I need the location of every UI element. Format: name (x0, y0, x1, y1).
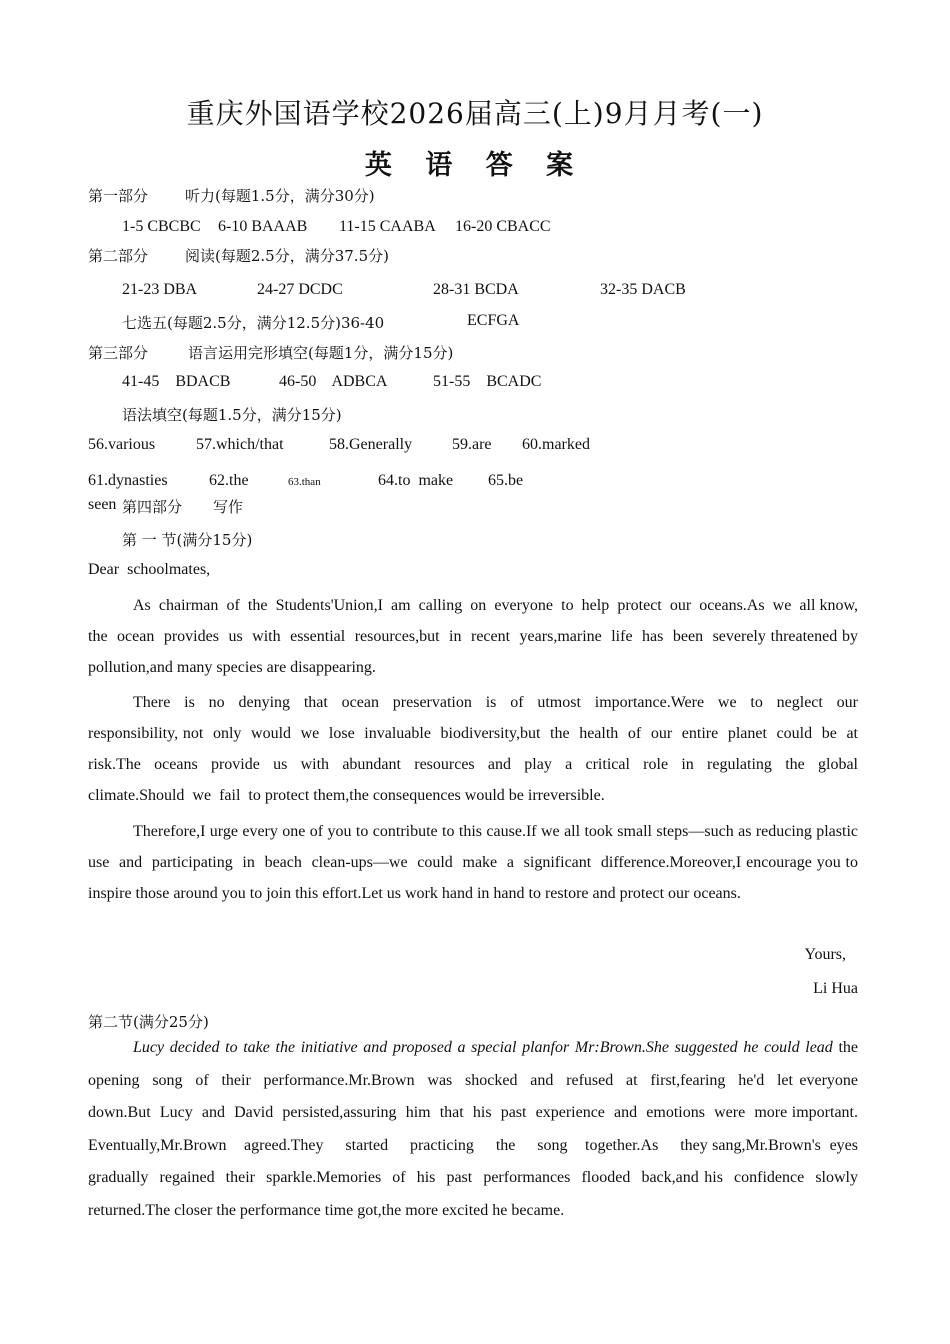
grammar-answer-63: 63.than (288, 476, 321, 488)
letter-paragraph-1: As chairman of the Students'Union,I am calling on everyone to help protect our oceans.As we all know, the ocean provides us with essential resources,but in recent years,marine life has been severely threatened by pollution,and many species are disappearing. (88, 597, 866, 676)
continuation-text: the opening song of their performance.Mr.Brown was shocked and refused at first,fearing he'd let everyone down.But Lucy and David persisted,assuring him that his past experience and emotions were more important. Eventually,Mr.Brown agreed.They started practicing the song together.As they sang,Mr.Brown's eyes gradually regained their sparkle.Memories of his past performances flooded back,and his confidence slowly returned.The closer the performance time got,the more excited he became. (88, 1039, 867, 1219)
letter-greeting: Dear schoolmates, (88, 561, 211, 578)
part3-heading: 第三部分 (88, 344, 149, 362)
document-title: 重庆外国语学校2026届高三(上)9月月考(一) (186, 97, 764, 130)
part2-answer-2: 24-27 DCDC (257, 281, 343, 298)
grammar-answer-60: 60.marked (522, 436, 590, 453)
part1-answer-2: 6-10 BAAAB (218, 218, 308, 235)
continuation-italic-lead: Lucy decided to take the initiative and proposed a special planfor Mr:Brown.She suggested he could lead (133, 1039, 833, 1056)
grammar-answer-65: 65.be (488, 472, 524, 489)
part3-desc: 语言运用完形填空(每题1分，满分15分) (188, 344, 454, 362)
grammar-answer-62: 62.the (209, 472, 249, 489)
grammar-answer-58: 58.Generally (329, 436, 413, 453)
seven-five-answer: ECFGA (467, 312, 520, 329)
grammar-desc: 语法填空(每题1.5分，满分15分) (122, 406, 342, 424)
letter-paragraph-2: There is no denying that ocean preservation is of utmost importance.Were we to neglect our responsibility, not only would we lose invaluable biodiversity,but the health of our entire planet could be at risk.The oceans provide us with abundant resources and play a critical role in regulating the global climate.Should we fail to protect them,the consequences would be irreversible. (88, 694, 862, 804)
part2-heading: 第二部分 (88, 247, 149, 265)
letter-paragraph-3: Therefore,I urge every one of you to contribute to this cause.If we all took small steps—such as reducing plastic use and participating in beach clean-ups—we could make a significant difference.Moreover,I encourage you to inspire those around you to join this effort.Let us work hand in hand to restore and protect our oceans. (88, 823, 866, 902)
seven-five-desc: 七选五(每题2.5分，满分12.5分)36-40 (122, 314, 385, 332)
grammar-answer-64: 64.to make (378, 472, 454, 489)
cloze-answer-3: 51-55 BCADC (433, 373, 542, 390)
grammar-answer-65-tail: seen (88, 496, 117, 513)
part2-answer-3: 28-31 BCDA (433, 281, 519, 298)
section2-heading: 第二节(满分25分) (88, 1013, 209, 1031)
part1-answer-3: 11-15 CAABA (339, 218, 436, 235)
continuation-paragraph (88, 1032, 867, 1227)
part4-desc: 写作 (213, 498, 244, 516)
grammar-answer-59: 59.are (452, 436, 492, 453)
section1-heading: 第 一 节(满分15分) (122, 531, 253, 549)
document-subtitle: 英 语 答 案 (364, 150, 586, 181)
part1-answer-4: 16-20 CBACC (455, 218, 551, 235)
cloze-answer-1: 41-45 BDACB (122, 373, 231, 390)
part1-desc: 听力(每题1.5分，满分30分) (185, 187, 375, 205)
grammar-answer-56: 56.various (88, 436, 156, 453)
grammar-answer-57: 57.which/that (196, 436, 284, 453)
part1-heading: 第一部分 (88, 187, 149, 205)
letter-signature: Li Hua (813, 980, 858, 997)
part1-answer-1: 1-5 CBCBC (122, 218, 201, 235)
part4-heading: 第四部分 (122, 498, 183, 516)
cloze-answer-2: 46-50 ADBCA (279, 373, 388, 390)
grammar-answer-61: 61.dynasties (88, 472, 168, 489)
part2-answer-4: 32-35 DACB (600, 281, 686, 298)
letter-closing: Yours, (804, 946, 846, 963)
part2-desc: 阅读(每题2.5分，满分37.5分) (185, 247, 389, 265)
part2-answer-1: 21-23 DBA (122, 281, 198, 298)
